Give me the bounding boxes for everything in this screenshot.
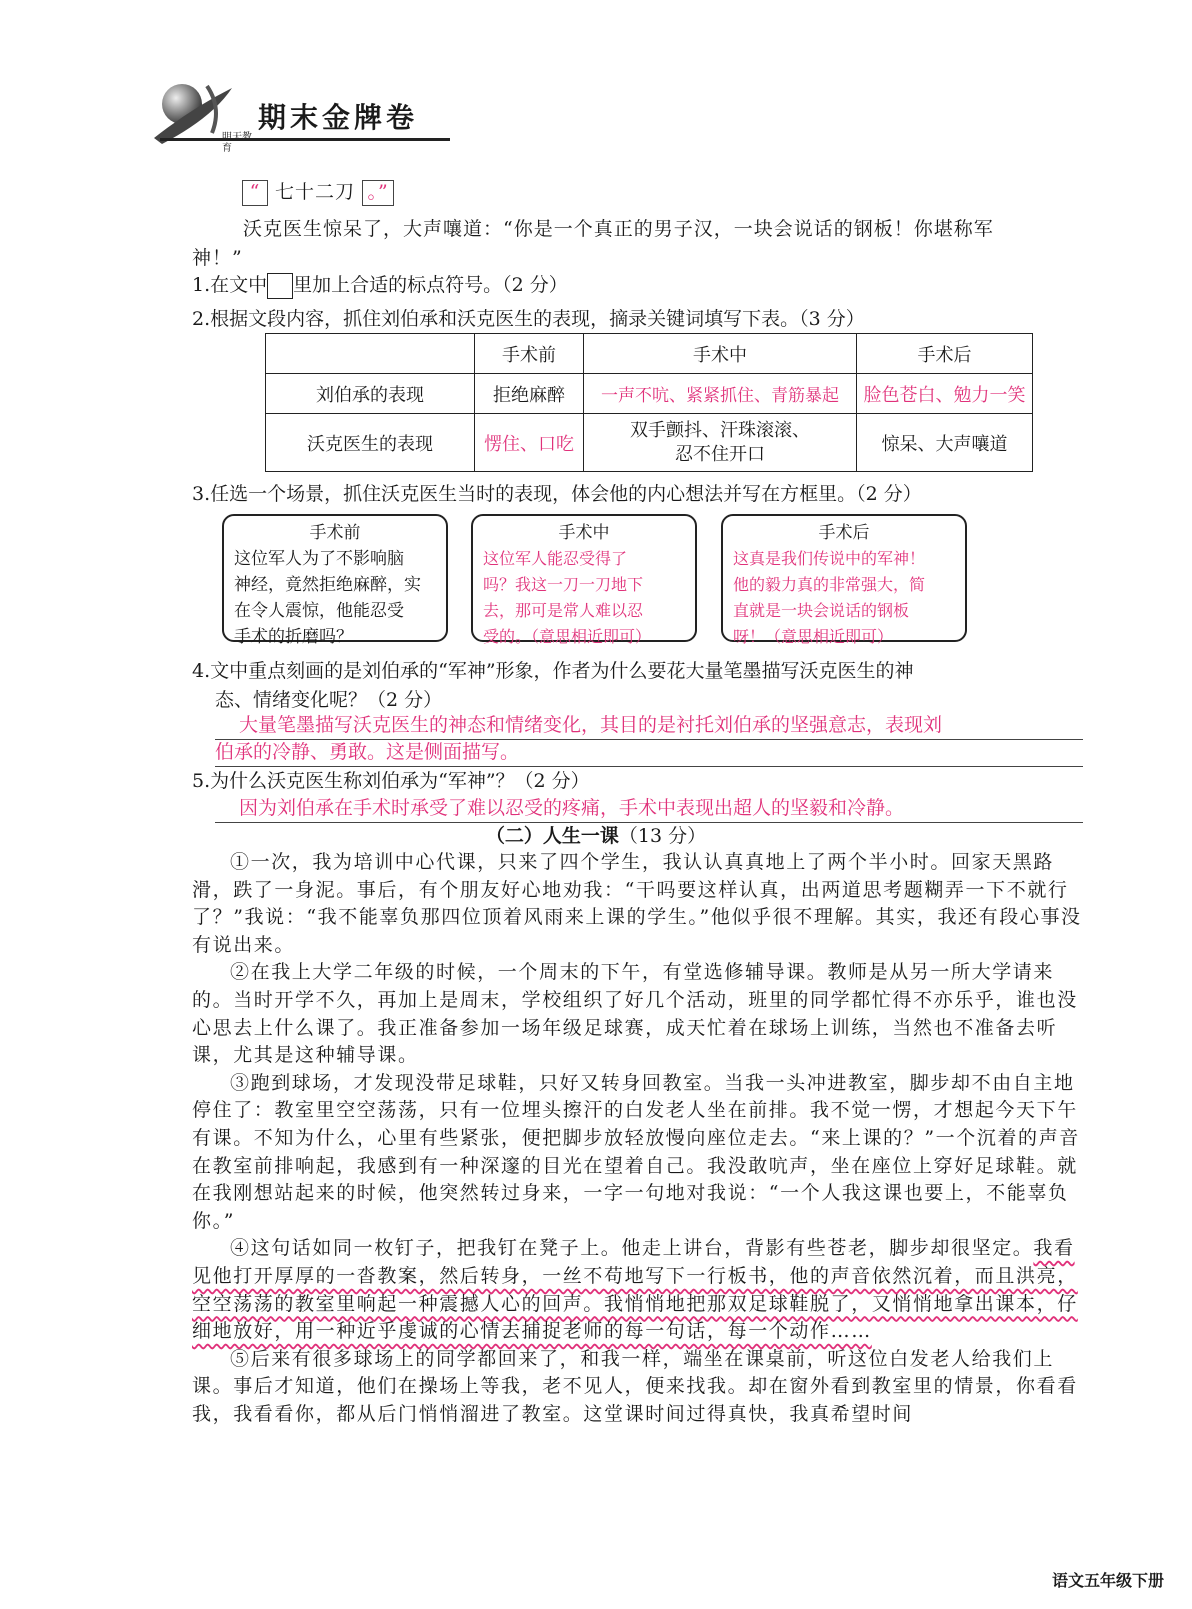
question-4-line-2: 态、情绪变化呢？（2 分） [215,689,443,711]
box-title: 手术中 [558,523,610,543]
question-2: 2.根据文段内容，抓住刘伯承和沃克医生的表现，摘录关键词填写下表。（3 分） [192,308,865,330]
question-5: 5.为什么沃克医生称刘伯承为“军神”？（2 分） [192,770,590,792]
header-rule [160,138,450,141]
paragraph-3: ③跑到球场，才发现没带足球鞋，只好又转身回教室。当我一头冲进教室，脚步却不由自主地停住了：教室里空空荡荡，只有一位埋头擦汗的白发老人坐在前排。我不觉一愣，才想起今天下午有课。不知为什么，心里有些紧张，便把脚步放轻放慢向座位走去。“来上课的？”一个沉着的声音在教室前排响起，我感到有一种深邃的目光在望着自己。我没敢吭声，坐在座位上穿好足球鞋。就在我刚想站起来的时候，他突然转过身来，一字一句地对我说：“一个人我这课也要上，不能辜负你。” [192,1071,1080,1232]
question-5-answer: 因为刘伯承在手术时承受了难以忍受的疼痛，手术中表现出超人的坚毅和冷静。 [215,794,1083,823]
top-line-2: 沃克医生惊呆了，大声嚷道：“你是一个真正的男子汉，一块会说话的钢板！你堪称军 [243,218,994,240]
answer-table [265,333,1033,472]
box-line: 在令人震惊，他能忍受 [234,601,404,621]
question-4-answer-1: 大量笔墨描写沃克医生的神态和情绪变化，其目的是衬托刘伯承的坚强意志，表现刘 [215,711,1083,740]
blank-box [267,273,293,299]
table-header: 手术后 [857,334,1033,374]
logo-caption: 育 [222,143,232,154]
answer-box-during [471,514,697,646]
paragraph-4-underlined: 我看见他打开厚厚的一沓教案，然后转身，一丝不苟地写下一行板书，他的声音依然沉着，而且洪亮，空空荡荡的教室里响起一种震撼人心的回声。我悄悄地把那双足球鞋脱了，又悄悄地拿出课本，仔细地放好，用一种近乎虔诚的心情去捕捉老师的每一句话，每一个动作…… [192,1237,1078,1343]
table-cell: 惊呆、大声嚷道 [857,414,1033,472]
quote-text: 七十二刀 [275,181,356,203]
table-cell: 沃克医生的表现 [266,414,475,472]
box-line: 直就是一块会说话的钢板 [733,601,910,620]
paragraph-2: ②在我上大学二年级的时候，一个周末的下午，有堂选修辅导课。教师是从另一所大学请来的。当时开学不久，再加上是周末，学校组织了好几个活动，班里的同学都忙得不亦乐乎，谁也没心思去上什么课了。我正准备参加一场年级足球赛，成天忙着在球场上训练，当然也不准备去听课，尤其是这种辅导课。 [192,961,1078,1067]
section-title [0,822,1192,850]
question-4-line-1: 4.文中重点刻画的是刘伯承的“军神”形象，作者为什么要花大量笔墨描写沃克医生的神 [192,660,914,682]
box-line: 吗？我这一刀一刀地下 [483,575,644,594]
table-cell-answer: 一声不吭、紧紧抓住、青筋暴起 [584,374,857,414]
table-header: 手术中 [584,334,857,374]
q1-pre: 1.在文中 [192,274,268,296]
question-1 [192,271,568,299]
cell-line: 双手颤抖、汗珠滚滚、 [630,419,810,441]
passage [192,849,1084,1428]
box-line: 这真是我们传说中的军神！ [733,549,926,568]
table-cell: 拒绝麻醉 [475,374,584,414]
box-line: 这位军人能忍受得了 [483,549,628,568]
punctuation-box-open: “ [242,180,268,206]
top-line-3: 神！” [192,247,243,269]
cell-line: 忍不住开口 [675,443,765,465]
answer-box-before [222,514,448,647]
box-line: 这位军人为了不影响脑 [234,549,404,569]
punctuation-box-close: 。” [362,180,394,206]
table-cell [584,414,857,472]
top-line-1 [242,178,394,206]
question-3: 3.任选一个场景，抓住沃克医生当时的表现，体会他的内心想法并写在方框里。（2 分） [192,483,922,505]
page-title: 期末金牌卷 [258,101,419,134]
table-cell-answer: 脸色苍白、勉力一笑 [857,374,1033,414]
box-line: 他的毅力真的非常强大，简 [733,575,926,594]
box-line: 去，那可是常人难以忍 [483,601,644,620]
table-header [266,334,475,374]
section-score: （13 分） [618,825,707,847]
footer-label: 语文五年级下册 [1051,1571,1164,1590]
question-4-answer-2: 伯承的冷静、勇敢。这是侧面描写。 [215,738,1083,767]
section-title-text: （二）人生一课 [485,825,619,847]
answer-box-after [721,514,967,646]
box-title: 手术前 [309,523,361,543]
box-line: 呀！（意思相近即可） [733,627,894,646]
paragraph-1: ①一次，我为培训中心代课，只来了四个学生，我认认真真地上了两个半小时。回家天黑路滑，跌了一身泥。事后，有个朋友好心地劝我：“干吗要这样认真，出两道思考题糊弄一下不就行了？”我说：“我不能辜负那四位顶着风雨来上课的学生。”他似乎很不理解。其实，我还有段心事没有说出来。 [192,851,1082,956]
table-cell-answer: 愣住、口吃 [475,414,584,472]
table-header: 手术前 [475,334,584,374]
q1-post: 里加上合适的标点符号。（2 分） [293,274,568,296]
box-line: 神经，竟然拒绝麻醉，实 [234,575,421,595]
box-line: 受的。（意思相近即可） [483,627,652,646]
box-line: 手术的折磨吗？ [234,627,353,647]
paragraph-4-start: ④这句话如同一枚钉子，把我钉在凳子上。他走上讲台，背影有些苍老，脚步却很坚定。 [230,1237,1034,1260]
paragraph-4 [192,1235,1084,1345]
paragraph-5: ⑤后来有很多球场上的同学都回来了，和我一样，端坐在课桌前，听这位白发老人给我们上课。事后才知道，他们在操场上等我，老不见人，便来找我。却在窗外看到教室里的情景，你看看我，我看看你，都从后门悄悄溜进了教室。这堂课时间过得真快，我真希望时间 [192,1347,1078,1425]
table-cell: 刘伯承的表现 [266,374,475,414]
box-title: 手术后 [818,523,870,543]
